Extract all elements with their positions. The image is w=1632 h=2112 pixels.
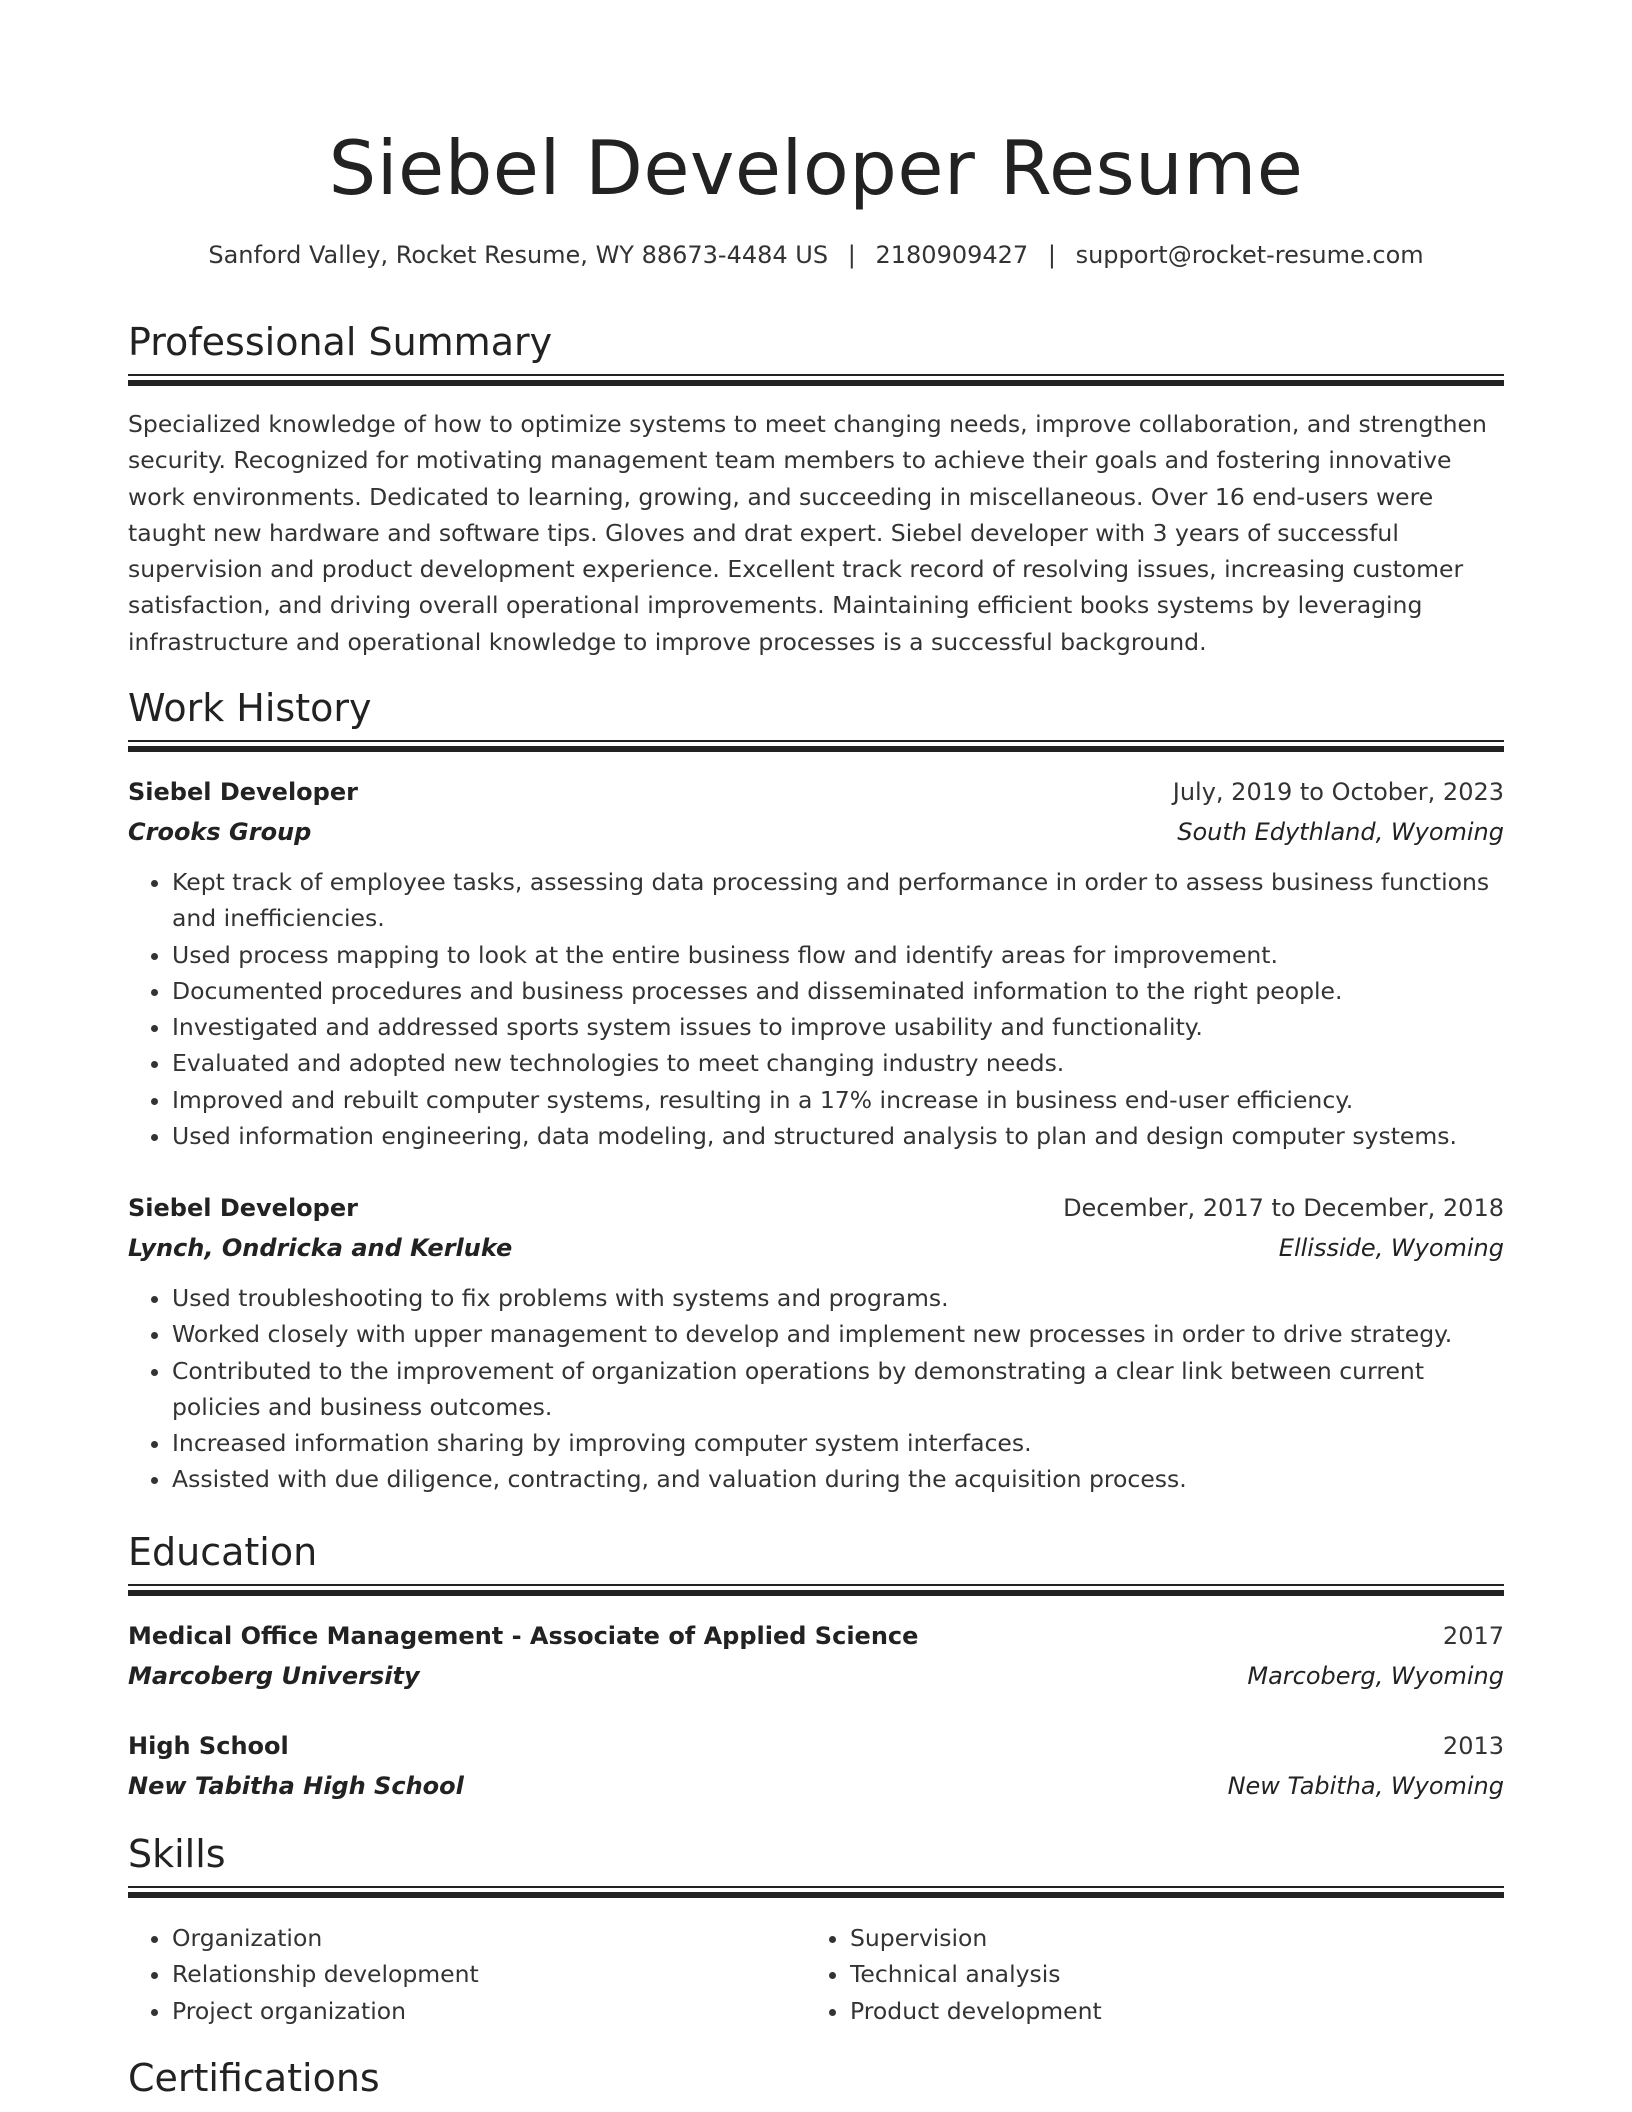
job-location: South Edythland, Wyoming <box>1177 818 1504 846</box>
education-1-subheader <box>128 1656 1504 1696</box>
list-item: • Investigated and addressed sports system issues to improve usability and functionality. <box>172 1009 1504 1045</box>
skills-list-right <box>806 1920 1426 2029</box>
education-school: New Tabitha High School <box>128 1772 464 1800</box>
list-item: • Organization <box>172 1920 748 1956</box>
education-location: New Tabitha, Wyoming <box>1227 1772 1504 1800</box>
skills-list-left <box>128 1920 748 2029</box>
job-2-subheader <box>128 1228 1504 1268</box>
section-divider <box>128 1886 1504 1898</box>
job-company: Lynch, Ondricka and Kerluke <box>128 1234 513 1262</box>
list-item: • Product development <box>850 1993 1426 2029</box>
education-year: 2013 <box>1442 1732 1504 1760</box>
section-divider <box>128 374 1504 386</box>
education-degree: Medical Office Management - Associate of Applied Science <box>128 1622 919 1650</box>
job-1-header <box>128 772 1504 812</box>
list-item: • Project organization <box>172 1993 748 2029</box>
list-item: • Used information engineering, data modeling, and structured analysis to plan and design computer systems. <box>172 1118 1504 1154</box>
job-dates: July, 2019 to October, 2023 <box>1172 778 1504 806</box>
list-item: • Evaluated and adopted new technologies to meet changing industry needs. <box>172 1045 1504 1081</box>
contact-separator: | <box>1047 241 1056 269</box>
section-divider <box>128 740 1504 752</box>
job-1-bullets <box>128 864 1504 1154</box>
job-1-subheader <box>128 812 1504 852</box>
job-2-header <box>128 1188 1504 1228</box>
list-item: • Increased information sharing by improving computer system interfaces. <box>172 1425 1504 1461</box>
list-item: • Technical analysis <box>850 1956 1426 1992</box>
education-2-subheader <box>128 1766 1504 1806</box>
education-location: Marcoberg, Wyoming <box>1247 1662 1504 1690</box>
contact-email: support@rocket-resume.com <box>1075 241 1424 269</box>
section-heading-work: Work History <box>128 686 372 730</box>
education-year: 2017 <box>1442 1622 1504 1650</box>
list-item: • Relationship development <box>172 1956 748 1992</box>
contact-line <box>0 240 1632 270</box>
education-1-header <box>128 1616 1504 1656</box>
section-heading-skills: Skills <box>128 1832 226 1876</box>
list-item: • Used troubleshooting to fix problems with systems and programs. <box>172 1280 1504 1316</box>
list-item: • Assisted with due diligence, contracting, and valuation during the acquisition process. <box>172 1461 1504 1497</box>
contact-separator: | <box>847 241 856 269</box>
contact-phone: 2180909427 <box>875 241 1029 269</box>
list-item: • Supervision <box>850 1920 1426 1956</box>
section-heading-certifications: Certifications <box>128 2056 380 2100</box>
job-title: Siebel Developer <box>128 778 358 806</box>
section-divider <box>128 1584 1504 1596</box>
education-degree: High School <box>128 1732 289 1760</box>
job-2-bullets <box>128 1280 1504 1498</box>
education-2-header <box>128 1726 1504 1766</box>
list-item: • Worked closely with upper management to develop and implement new processes in order to drive strategy. <box>172 1316 1504 1352</box>
list-item: • Documented procedures and business processes and disseminated information to the right people. <box>172 973 1504 1009</box>
education-school: Marcoberg University <box>128 1662 420 1690</box>
list-item: • Used process mapping to look at the entire business flow and identify areas for improvement. <box>172 937 1504 973</box>
list-item: • Contributed to the improvement of organization operations by demonstrating a clear link between current policies and business outcomes. <box>172 1353 1504 1426</box>
list-item: • Kept track of employee tasks, assessing data processing and performance in order to assess business functions and inefficiencies. <box>172 864 1504 937</box>
list-item: • Improved and rebuilt computer systems, resulting in a 17% increase in business end-user efficiency. <box>172 1082 1504 1118</box>
section-heading-summary: Professional Summary <box>128 320 553 364</box>
job-title: Siebel Developer <box>128 1194 358 1222</box>
contact-address: Sanford Valley, Rocket Resume, WY 88673-4484 US <box>208 241 829 269</box>
job-company: Crooks Group <box>128 818 312 846</box>
section-heading-education: Education <box>128 1530 318 1574</box>
professional-summary-text: Specialized knowledge of how to optimize systems to meet changing needs, improve collaboration, and strengthen security. Recognized for motivating management team members to achieve their goals and fostering innovative work environments. Dedicated to learning, growing, and succeeding in miscellaneous. Over 16 end-users were taught new hardware and software tips. Gloves and drat expert. Siebel developer with 3 years of successful supervision and product development experience. Excellent track record of resolving issues, increasing customer satisfaction, and driving overall operational improvements. Maintaining efficient books systems by leveraging infrastructure and operational knowledge to improve processes is a successful background. <box>128 410 1487 656</box>
job-dates: December, 2017 to December, 2018 <box>1063 1194 1504 1222</box>
job-location: Ellisside, Wyoming <box>1278 1234 1504 1262</box>
resume-title: Siebel Developer Resume <box>328 124 1304 212</box>
